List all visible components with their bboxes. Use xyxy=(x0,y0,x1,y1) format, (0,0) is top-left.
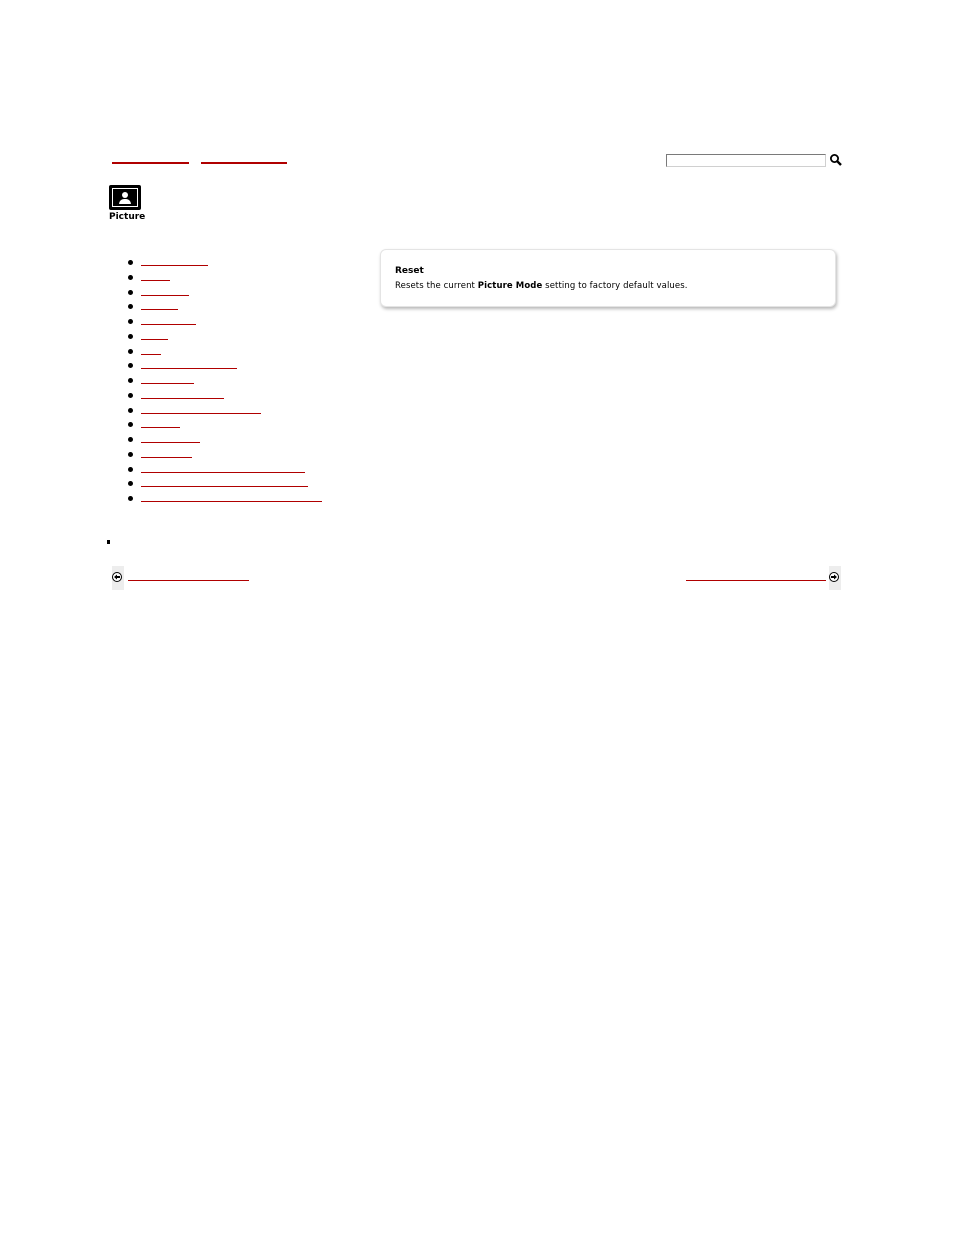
menu-link-14[interactable] xyxy=(141,457,192,458)
menu-link-8[interactable] xyxy=(141,368,237,369)
menu-link-16[interactable] xyxy=(141,486,308,487)
info-description: Resets the current Picture Mode setting to factory default values. xyxy=(395,281,688,291)
menu-link-13[interactable] xyxy=(141,442,200,443)
info-box xyxy=(380,249,836,307)
search-input[interactable] xyxy=(666,154,826,167)
next-link[interactable] xyxy=(686,580,826,581)
menu-link-6[interactable] xyxy=(141,339,168,340)
arrow-left-glyph xyxy=(112,572,122,582)
list-marker xyxy=(107,540,110,544)
picture-icon xyxy=(109,185,141,210)
menu-link-5[interactable] xyxy=(141,324,196,325)
previous-button[interactable] xyxy=(112,566,124,590)
previous-link[interactable] xyxy=(128,580,249,581)
arrow-right-glyph xyxy=(829,572,839,582)
search-icon xyxy=(829,153,843,167)
menu-link-10[interactable] xyxy=(141,398,224,399)
menu-link-9[interactable] xyxy=(141,383,194,384)
menu-link-4[interactable] xyxy=(141,309,178,310)
breadcrumb-link-2[interactable] xyxy=(201,162,287,164)
menu-link-15[interactable] xyxy=(141,472,305,473)
next-button[interactable] xyxy=(829,566,841,590)
menu-link-2[interactable] xyxy=(141,280,170,281)
search-button[interactable] xyxy=(829,152,843,166)
menu-link-17[interactable] xyxy=(141,501,322,502)
menu-link-3[interactable] xyxy=(141,295,189,296)
breadcrumb-link-1[interactable] xyxy=(112,162,189,164)
category-label: Picture xyxy=(109,212,146,222)
menu-link-12[interactable] xyxy=(141,427,180,428)
info-title: Reset xyxy=(395,266,424,276)
menu-link-1[interactable] xyxy=(141,265,208,266)
menu-link-11[interactable] xyxy=(141,413,261,414)
menu-link-7[interactable] xyxy=(141,354,161,355)
